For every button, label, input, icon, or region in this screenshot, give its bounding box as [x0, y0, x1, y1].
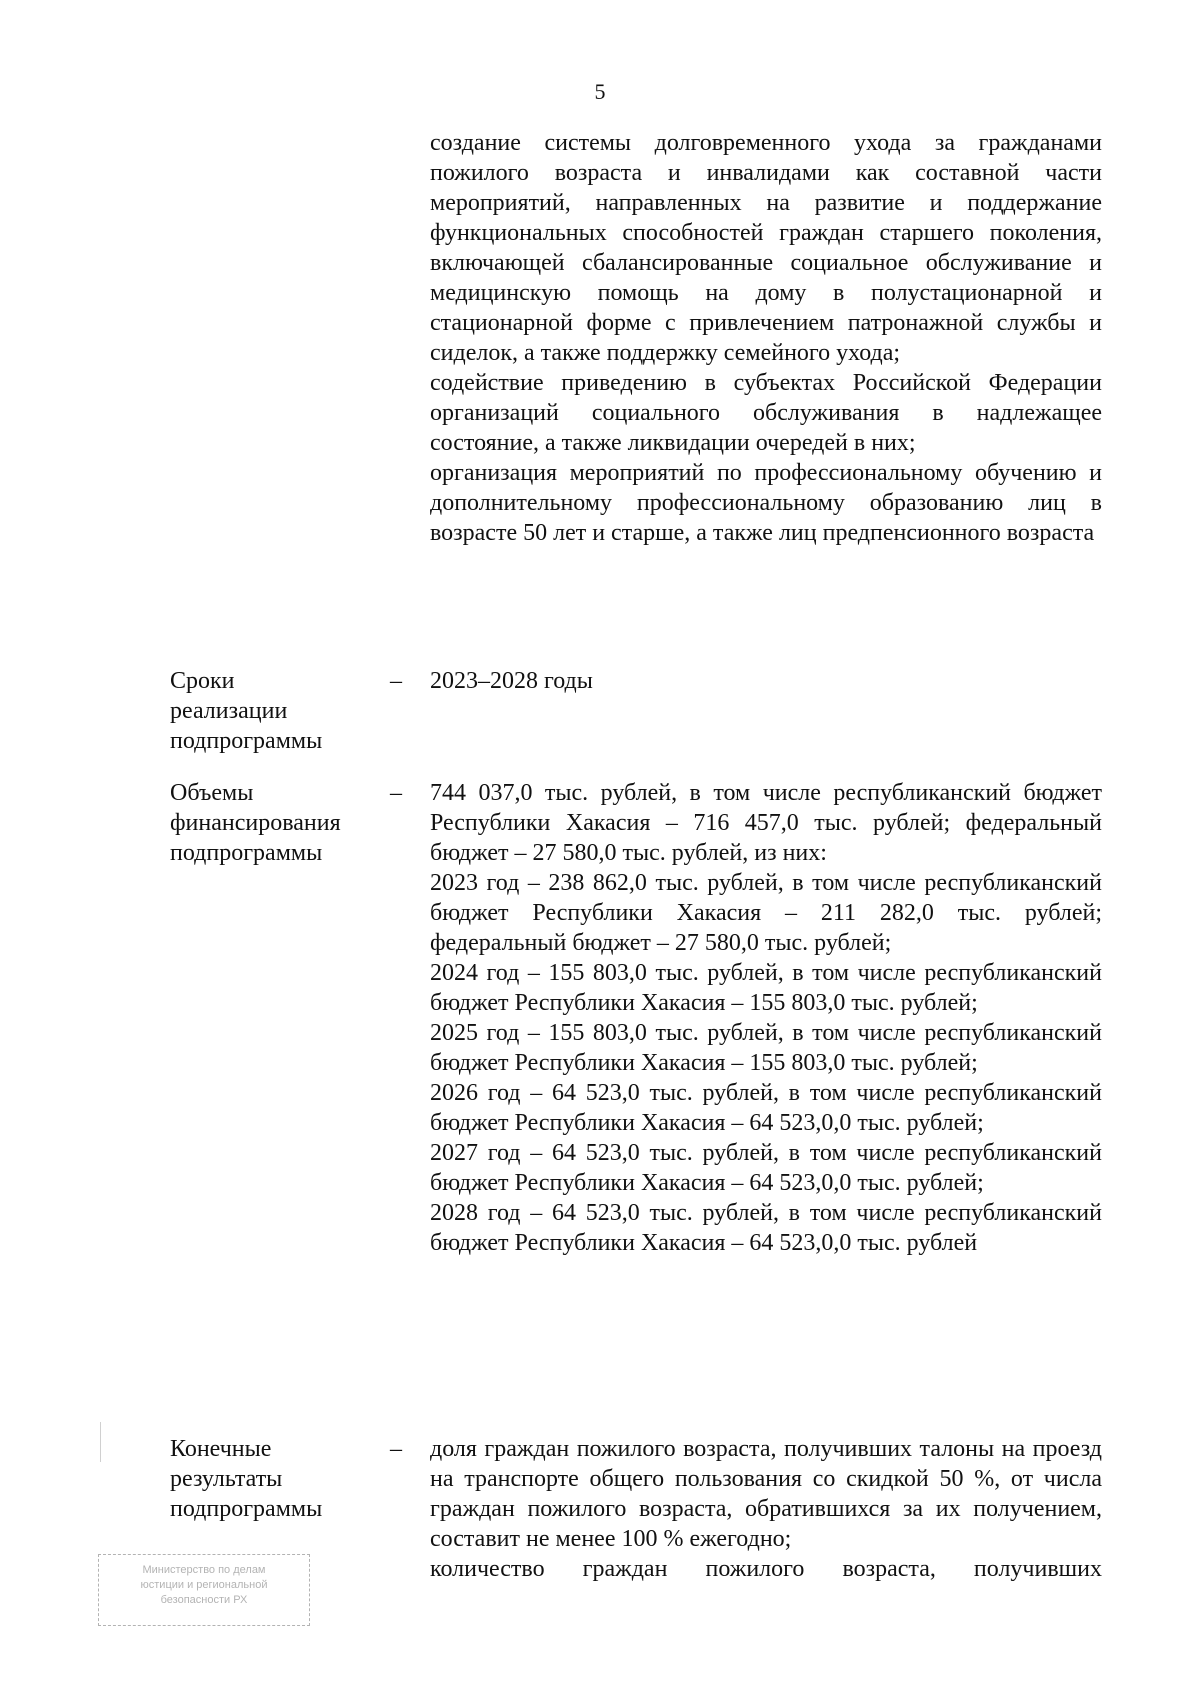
intro-paragraph: организация мероприятий по профессиональному обучению и дополнительному профессиональному образованию лиц в возрасте 50 лет и старше, а также лиц предпенсионного возраста: [430, 460, 1102, 546]
funding-paragraph: 2028 год – 64 523,0 тыс. рублей, в том числе республиканский бюджет Республики Хакасия – 64 523,0,0 тыс. рублей: [430, 1200, 1102, 1256]
funding-paragraph: 2025 год – 155 803,0 тыс. рублей, в том числе республиканский бюджет Республики Хакасия – 155 803,0 тыс. рублей;: [430, 1020, 1102, 1076]
funding-text: [430, 778, 1102, 1258]
intro-text: [430, 128, 1102, 548]
funding-paragraph: 2027 год – 64 523,0 тыс. рублей, в том числе республиканский бюджет Республики Хакасия – 64 523,0,0 тыс. рублей;: [430, 1140, 1102, 1196]
results-paragraph: количество граждан пожилого возраста, получивших: [430, 1556, 1102, 1582]
results-paragraph: доля граждан пожилого возраста, получивших талоны на проезд на транспорте общего пользования со скидкой 50 %, от числа граждан пожилого возраста, обратившихся за их получением, составит не менее 100 % ежегодно;: [430, 1436, 1102, 1552]
funding-dash: –: [390, 780, 402, 806]
results-text: [430, 1434, 1102, 1584]
terms-value: 2023–2028 годы: [430, 668, 593, 694]
registration-stamp: Министерство по делам юстиции и региональной безопасности РХ: [98, 1554, 310, 1626]
funding-label: Объемы финансирования подпрограммы: [170, 780, 341, 866]
funding-paragraph: 2026 год – 64 523,0 тыс. рублей, в том числе республиканский бюджет Республики Хакасия – 64 523,0,0 тыс. рублей;: [430, 1080, 1102, 1136]
results-dash: –: [390, 1436, 402, 1462]
page-number: 5: [594, 79, 606, 104]
results-label: Конечные результаты подпрограммы: [170, 1436, 323, 1522]
intro-paragraph: содействие приведению в субъектах Российской Федерации организаций социального обслуживания в надлежащее состояние, а также ликвидации очередей в них;: [430, 370, 1102, 456]
intro-paragraph: создание системы долговременного ухода за гражданами пожилого возраста и инвалидами как составной части мероприятий, направленных на развитие и поддержание функциональных способностей граждан старшего поколения, включающей сбалансированные социальное обслуживание и медицинскую помощь на дому в полустационарной и стационарной форме с привлечением патронажной службы и сиделок, а также поддержку семейного ухода;: [430, 130, 1102, 366]
terms-label: Сроки реализации подпрограммы: [170, 668, 323, 754]
funding-paragraph: 2023 год – 238 862,0 тыс. рублей, в том числе республиканский бюджет Республики Хакасия – 211 282,0 тыс. рублей; федеральный бюджет – 27 580,0 тыс. рублей;: [430, 870, 1102, 956]
margin-mark: [100, 1422, 101, 1462]
funding-paragraph: 744 037,0 тыс. рублей, в том числе республиканский бюджет Республики Хакасия – 716 457,0 тыс. рублей; федеральный бюджет – 27 580,0 тыс. рублей, из них:: [430, 780, 1102, 866]
funding-paragraph: 2024 год – 155 803,0 тыс. рублей, в том числе республиканский бюджет Республики Хакасия – 155 803,0 тыс. рублей;: [430, 960, 1102, 1016]
terms-dash: –: [390, 668, 402, 694]
